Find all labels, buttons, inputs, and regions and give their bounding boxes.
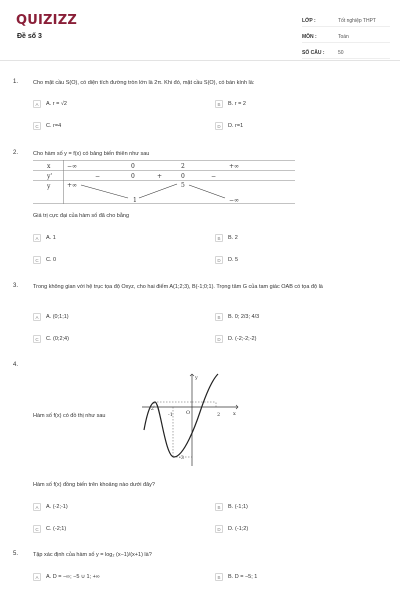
- table-y-label: y: [47, 183, 51, 190]
- option-letter: B: [215, 503, 223, 511]
- meta-row-count: [302, 48, 390, 59]
- option-letter: B: [215, 100, 223, 108]
- option-letter: B: [215, 573, 223, 581]
- function-curve: [144, 374, 221, 457]
- option-letter: D: [215, 335, 223, 343]
- option-c[interactable]: [33, 525, 66, 533]
- option-text: A. D = −∞; −5 ∪ 1; +∞: [46, 574, 100, 580]
- option-b[interactable]: [215, 573, 257, 581]
- question-number: 4.: [13, 362, 19, 368]
- table-sign: +: [157, 173, 163, 180]
- option-text: D. 5: [228, 257, 239, 263]
- option-text: D. r=1: [228, 123, 244, 129]
- question-text: Cho mặt cầu S(O), có diện tích đường tròn lớn là 2π. Khi đó, mặt cầu S(O), có bán kính là:: [33, 80, 255, 86]
- x-axis-label: x: [233, 411, 236, 417]
- table-x-value: 2: [181, 163, 185, 170]
- question-text: Cho hàm số y = f(x) có bảng biến thiên như sau: [33, 151, 150, 157]
- origin-label: O: [186, 410, 191, 416]
- meta-row-subject: [302, 32, 390, 43]
- table-y-value: 1: [133, 197, 137, 204]
- option-text: B. r = 2: [228, 101, 246, 107]
- option-a[interactable]: [33, 100, 67, 108]
- table-sign: −: [211, 173, 217, 180]
- option-c[interactable]: [33, 122, 61, 130]
- option-letter: C: [33, 122, 41, 130]
- meta-key: MÔN :: [302, 34, 317, 40]
- option-text: B. 0; 2/3; 4/3: [228, 314, 260, 320]
- page-title: Đề số 3: [17, 33, 42, 40]
- option-d[interactable]: [215, 256, 238, 264]
- meta-value: Tốt nghiệp THPT: [338, 18, 376, 24]
- option-letter: D: [215, 525, 223, 533]
- option-a[interactable]: [33, 234, 56, 242]
- meta-value: Toán: [338, 34, 349, 40]
- option-b[interactable]: [215, 100, 246, 108]
- option-letter: A: [33, 573, 41, 581]
- option-b[interactable]: [215, 313, 259, 321]
- option-text: A. 1: [46, 235, 56, 241]
- question-number: 2.: [13, 150, 19, 156]
- option-letter: C: [33, 335, 41, 343]
- meta-key: LỚP :: [302, 18, 316, 24]
- option-a[interactable]: [33, 503, 68, 511]
- meta-row-class: [302, 16, 390, 27]
- option-c[interactable]: [33, 335, 69, 343]
- question-text: Tập xác định của hàm số y = log₂ (x−1)/(x+1) là?: [33, 552, 152, 558]
- option-letter: B: [215, 234, 223, 242]
- question-number: 1.: [13, 79, 19, 85]
- quizizz-logo: QUIZIZZ: [16, 13, 77, 28]
- option-letter: A: [33, 100, 41, 108]
- tick-label: -3: [179, 455, 184, 461]
- option-text: A. r = √2: [46, 101, 67, 107]
- table-sign: 0: [181, 173, 185, 180]
- option-text: A. (-2;-1): [46, 504, 68, 510]
- option-b[interactable]: [215, 503, 248, 511]
- variation-table: [33, 160, 295, 204]
- question-prompt: Giá trị cực đại của hàm số đã cho bằng: [33, 213, 130, 219]
- option-letter: A: [33, 503, 41, 511]
- option-text: D. (-1;2): [228, 526, 249, 532]
- table-sign: 0: [131, 173, 135, 180]
- question-prompt: Hàm số f(x) đồng biến trên khoảng nào dưới đây?: [33, 482, 155, 488]
- option-text: A. (0;1;1): [46, 314, 69, 320]
- question-text: Trong không gian với hệ trục tọa độ Oxyz, cho hai điểm A(1;2;3), B(-1;0;1). Trọng tâm G của tam giác OAB có tọa độ là: [33, 284, 323, 290]
- option-text: B. (-1;1): [228, 504, 248, 510]
- table-x-value: 0: [131, 163, 135, 170]
- tick-label: 2: [217, 412, 221, 418]
- table-sign: −: [95, 173, 101, 180]
- option-letter: A: [33, 313, 41, 321]
- table-y-value: +∞: [67, 182, 78, 189]
- tick-label: -1: [168, 412, 173, 418]
- table-yprime-label: y': [47, 173, 53, 180]
- option-letter: C: [33, 525, 41, 533]
- option-letter: C: [33, 256, 41, 264]
- table-y-value: 5: [181, 182, 185, 189]
- table-y-value: −∞: [229, 197, 240, 204]
- tick-label: -2: [149, 406, 154, 412]
- header-divider: [0, 60, 400, 61]
- option-letter: D: [215, 256, 223, 264]
- option-text: C. (-2;1): [46, 526, 67, 532]
- option-d[interactable]: [215, 122, 243, 130]
- option-text: C. 0: [46, 257, 57, 263]
- option-text: C. r=4: [46, 123, 62, 129]
- question-number: 3.: [13, 283, 19, 289]
- option-letter: B: [215, 313, 223, 321]
- option-letter: A: [33, 234, 41, 242]
- y-axis-label: y: [195, 375, 198, 381]
- table-x-value: −∞: [67, 163, 78, 170]
- table-x-value: +∞: [229, 163, 240, 170]
- option-d[interactable]: [215, 525, 248, 533]
- option-c[interactable]: [33, 256, 56, 264]
- option-a[interactable]: [33, 573, 100, 581]
- question-number: 5.: [13, 551, 19, 557]
- function-graph: [140, 372, 240, 468]
- option-text: C. (0;2;4): [46, 336, 69, 342]
- option-text: B. 2: [228, 235, 238, 241]
- meta-value: 50: [338, 50, 344, 56]
- option-text: D. (-2;-2;-2): [228, 336, 257, 342]
- option-b[interactable]: [215, 234, 238, 242]
- option-d[interactable]: [215, 335, 256, 343]
- option-letter: D: [215, 122, 223, 130]
- meta-key: SỐ CÂU :: [302, 50, 325, 56]
- table-x-label: x: [47, 163, 51, 170]
- option-a[interactable]: [33, 313, 69, 321]
- meta-panel: [302, 16, 390, 64]
- question-text: Hàm số f(x) có đồ thị như sau: [33, 413, 106, 419]
- option-text: B. D = −5; 1: [228, 574, 258, 580]
